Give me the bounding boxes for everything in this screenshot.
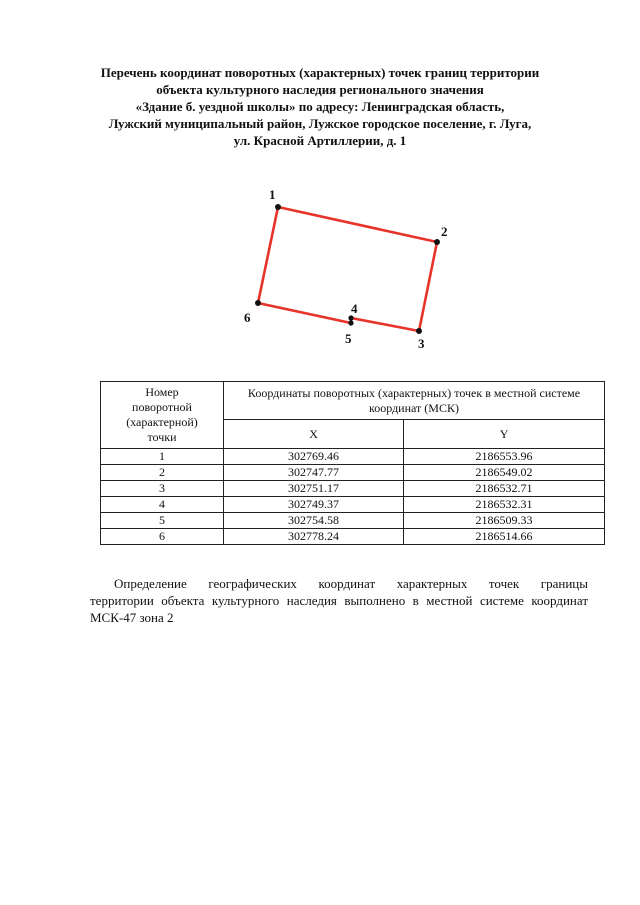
coordinates-table <box>100 381 605 545</box>
point-label-6: 6 <box>244 310 251 325</box>
boundary-scheme <box>0 0 640 380</box>
table-row <box>101 449 605 465</box>
vertex-marker-6 <box>255 300 261 306</box>
cell-number: 5 <box>101 513 224 529</box>
table-row <box>101 481 605 497</box>
table-row <box>101 497 605 513</box>
note-line-1: Определение географических координат характерных точек границы <box>114 576 588 591</box>
vertex-marker-2 <box>434 239 440 245</box>
header-coordinates: Координаты поворотных (характерных) точек в местной системе координат (МСК) <box>224 382 605 420</box>
header-point-number <box>101 382 224 449</box>
table-row <box>101 529 605 545</box>
title-line: Перечень координат поворотных (характерных) точек границ территории <box>100 65 540 80</box>
header-y: Y <box>404 420 605 449</box>
header-num-line: поворотной <box>132 400 192 414</box>
title-line: ул. Красной Артиллерии, д. 1 <box>233 133 407 148</box>
cell-y: 2186509.33 <box>404 513 605 529</box>
cell-x: 302778.24 <box>224 529 404 545</box>
point-label-2: 2 <box>441 224 448 239</box>
note-rest: территории объекта культурного наследия выполнено в местной системе координат МСК-47 зона 2 <box>90 593 588 625</box>
boundary-polygon <box>258 207 437 331</box>
vertex-marker-5 <box>348 320 353 325</box>
table-row <box>101 465 605 481</box>
cell-number: 2 <box>101 465 224 481</box>
cell-y: 2186532.71 <box>404 481 605 497</box>
vertex-marker-1 <box>275 204 281 210</box>
point-label-4: 4 <box>351 301 358 316</box>
vertex-marker-3 <box>416 328 422 334</box>
cell-y: 2186549.02 <box>404 465 605 481</box>
cell-x: 302751.17 <box>224 481 404 497</box>
cell-y: 2186514.66 <box>404 529 605 545</box>
point-label-5: 5 <box>345 331 352 346</box>
header-num-line: точки <box>147 430 177 444</box>
cell-number: 3 <box>101 481 224 497</box>
point-label-1: 1 <box>269 187 276 202</box>
coordinate-system-note <box>90 575 588 626</box>
cell-number: 1 <box>101 449 224 465</box>
cell-x: 302749.37 <box>224 497 404 513</box>
cell-y: 2186532.31 <box>404 497 605 513</box>
header-x: X <box>224 420 404 449</box>
cell-x: 302747.77 <box>224 465 404 481</box>
vertex-marker-4 <box>348 315 353 320</box>
title-line: Лужский муниципальный район, Лужское городское поселение, г. Луга, <box>108 116 532 131</box>
title-line: объекта культурного наследия регионального значения <box>156 82 484 97</box>
point-label-3: 3 <box>418 336 425 351</box>
header-num-line: Номер <box>145 385 179 399</box>
table-row <box>101 513 605 529</box>
cell-x: 302754.58 <box>224 513 404 529</box>
cell-y: 2186553.96 <box>404 449 605 465</box>
cell-x: 302769.46 <box>224 449 404 465</box>
title-line: «Здание б. уездной школы» по адресу: Ленинградская область, <box>135 99 505 114</box>
header-num-line: (характерной) <box>126 415 198 429</box>
cell-number: 6 <box>101 529 224 545</box>
cell-number: 4 <box>101 497 224 513</box>
